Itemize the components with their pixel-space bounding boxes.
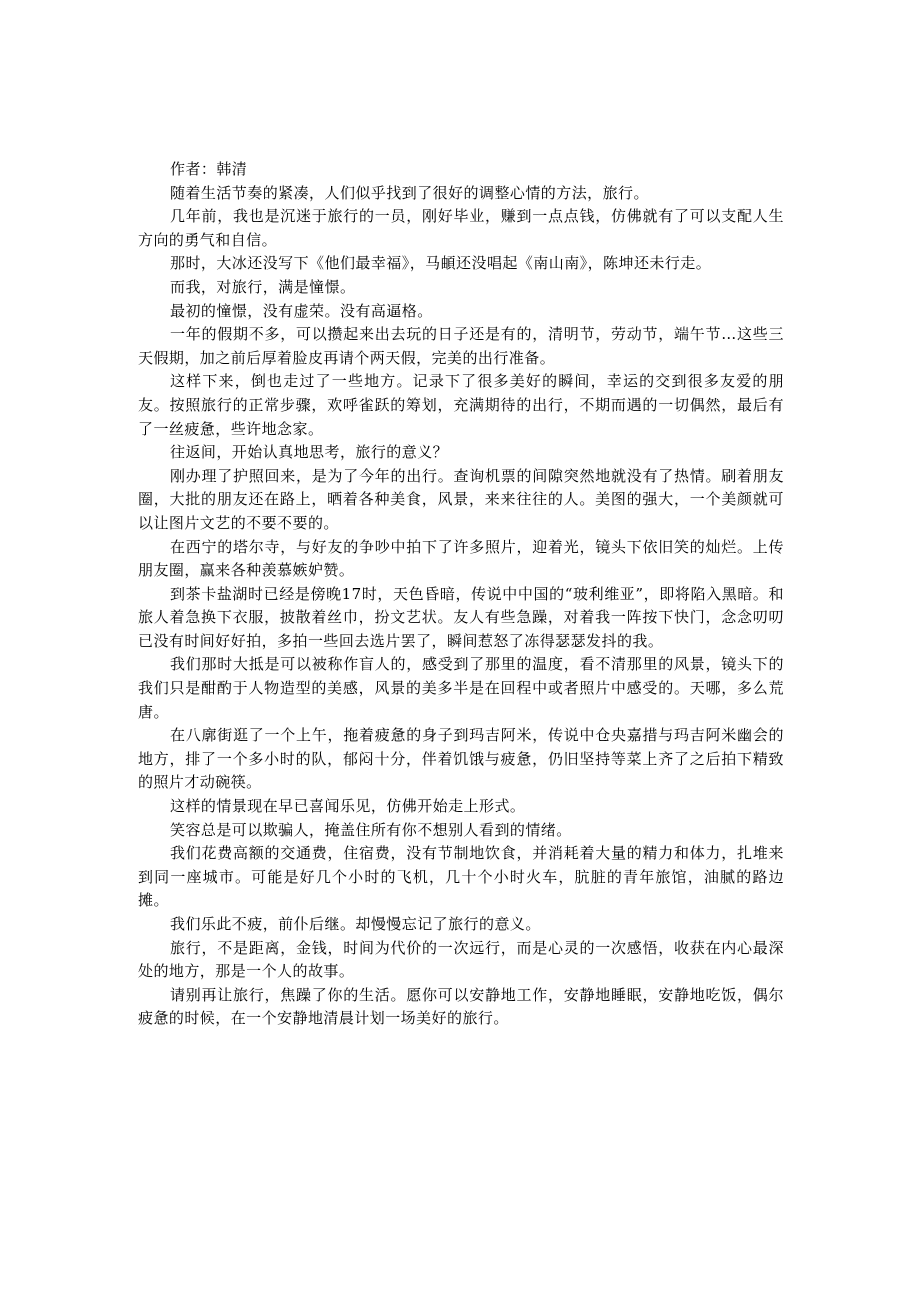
paragraph: 一年的假期不多，可以攒起来出去玩的日子还是有的，清明节，劳动节，端午节…这些三天假期，加之前后厚着脸皮再请个两天假，完美的出行准备。 (138, 325, 784, 367)
paragraph: 请别再让旅行，焦躁了你的生活。愿你可以安静地工作，安静地睡眠，安静地吃饭，偶尔疲惫的时候，在一个安静地清晨计划一场美好的旅行。 (138, 985, 784, 1028)
paragraph: 我们乐此不疲，前仆后继。却慢慢忘记了旅行的意义。 (170, 915, 541, 933)
article-body (138, 158, 784, 1031)
paragraph: 这样下来，倒也走过了一些地方。记录下了很多美好的瞬间，幸运的交到很多友爱的朋友。按照旅行的正常步骤，欢呼雀跃的筹划，充满期待的出行，不期而遇的一切偶然，最后有了一丝疲惫，些许地念家。 (138, 372, 784, 438)
paragraph: 我们那时大抵是可以被称作盲人的，感受到了那里的温度，看不清那里的风景，镜头下的我们只是酣酌于人物造型的美感，风景的美多半是在回程中或者照片中感受的。天哪，多么荒唐。 (138, 655, 784, 721)
paragraph: 随着生活节奏的紧凑，人们似乎找到了很好的调整心情的方法，旅行。 (170, 183, 649, 202)
paragraph: 笑容总是可以欺骗人，掩盖住所有你不想别人看到的情绪。 (170, 820, 572, 839)
paragraph: 在西宁的塔尔寺，与好友的争吵中拍下了许多照片，迎着光，镜头下依旧笑的灿烂。上传朋友圈，赢来各种羡慕嫉妒赞。 (138, 537, 784, 580)
paragraph: 这样的情景现在早已喜闻乐见，仿佛开始走上形式。 (170, 797, 526, 816)
paragraph: 最初的憧憬，没有虚荣。没有高逼格。 (170, 301, 433, 320)
paragraph: 刚办理了护照回来，是为了今年的出行。查询机票的间隙突然地就没有了热情。刷着朋友圈，大批的朋友还在路上，晒着各种美食，风景，来来往往的人。美图的强大，一个美颜就可以让图片文艺的不要不要的。 (138, 466, 784, 532)
paragraph: 几年前，我也是沉迷于旅行的一员，刚好毕业，赚到一点点钱，仿佛就有了可以支配人生方向的勇气和自信。 (138, 207, 784, 249)
paragraph: 而我，对旅行，满是憧憬。 (170, 277, 356, 296)
paragraph: 在八廓街逛了一个上午，拖着疲惫的身子到玛吉阿米，传说中仓央嘉措与玛吉阿米幽会的地方，排了一个多小时的队，郁闷十分，伴着饥饿与疲惫，仍旧坚持等菜上齐了之后拍下精致的照片才动碗筷。 (138, 726, 784, 792)
paragraph: 往返间，开始认真地思考，旅行的意义？ (170, 443, 449, 462)
paragraph: 旅行，不是距离，金钱，时间为代价的一次远行，而是心灵的一次感悟，收获在内心最深处的地方，那是一个人的故事。 (138, 938, 784, 981)
paragraph: 我们花费高额的交通费，住宿费，没有节制地饮食，并消耗着大量的精力和体力，扎堆来到同一座城市。可能是好几个小时的飞机，几十个小时火车，肮脏的青年旅馆，油腻的路边摊。 (138, 844, 784, 910)
author-line: 作者：韩清 (170, 160, 248, 178)
paragraph: 那时，大冰还没写下《他们最幸福》，马頔还没唱起《南山南》，陈坤还未行走。 (170, 254, 712, 273)
paragraph: 到茶卡盐湖时已经是傍晚17时，天色昏暗，传说中中国的“玻利维亚”，即将陷入黑暗。和旅人着急换下衣服，披散着丝巾，扮文艺状。友人有些急躁，对着我一阵按下快门，念念叨叨已没有时间好好拍，多拍一些回去选片罢了，瞬间惹怒了冻得瑟瑟发抖的我。 (138, 584, 784, 650)
